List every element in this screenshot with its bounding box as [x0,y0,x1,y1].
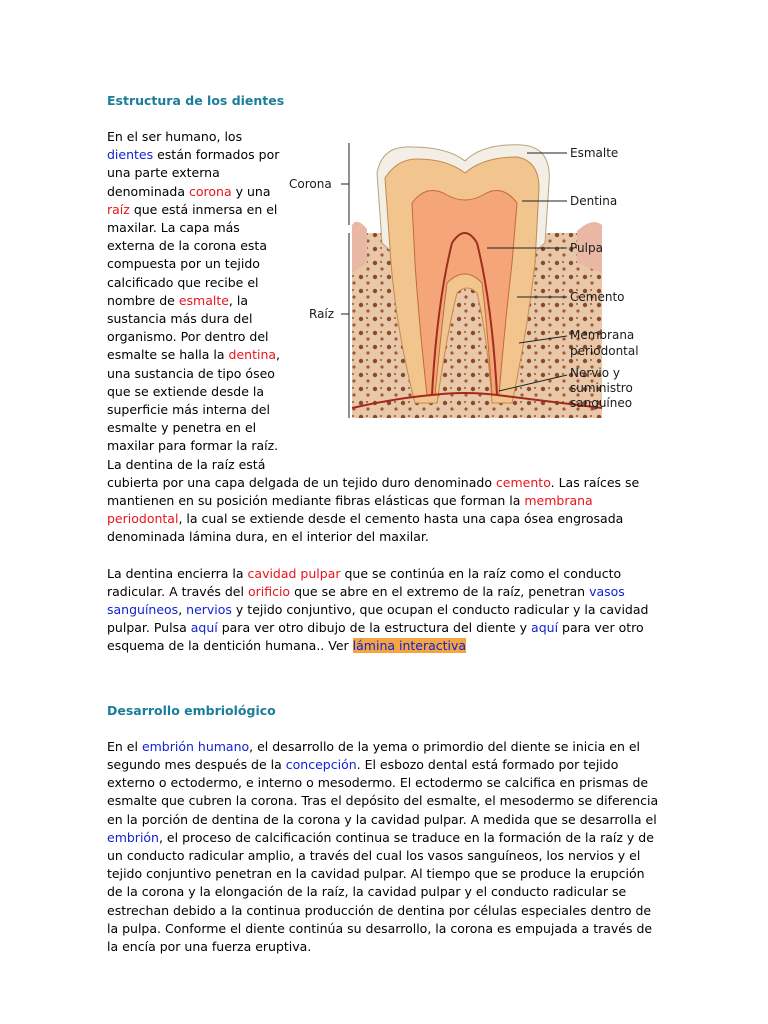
link[interactable]: aquí [531,620,559,636]
text-run: para ver otro esquema de la dentición humana.. Ver [107,620,644,654]
term-highlight: orificio [247,583,291,599]
term-highlight: membrana periodontal [107,493,593,527]
text-run: , [178,602,187,618]
text-run: que se abre en el extremo de la raíz, penetran [290,583,590,599]
text-run: y una [231,183,271,199]
paragraph-dentina [107,565,659,656]
term-highlight: cemento [495,474,551,490]
label-nervio-3: sanguíneo [570,396,633,410]
section-title-desarrollo: Desarrollo embriológico [107,702,276,718]
paragraph-intro [107,128,283,474]
label-nervio-2: suministro [570,381,633,395]
term-highlight: raíz [107,201,130,217]
text-run: , una sustancia de tipo óseo que se extiende desde la superficie más interna del esmalte y penetra en el maxilar para formar la raíz. La dentina de la raíz está [107,347,281,472]
label-pulpa: Pulpa [570,241,603,255]
section-title-estructura: Estructura de los dientes [107,93,285,108]
link[interactable]: dientes [107,147,154,163]
link[interactable]: nervios [186,602,232,618]
text-run: que se continúa en la raíz como el conducto radicular. A través del [107,565,622,599]
paragraph-intro-continued [107,474,659,547]
tooth-structure-diagram [287,133,647,423]
text-run: y tejido conjuntivo, que ocupan el conducto radicular y la cavidad pulpar. Pulsa [107,602,649,636]
text-run: están formados por una parte externa denominada [107,147,280,199]
label-corona: Corona [289,177,332,191]
text-run: , la sustancia más dura del organismo. Por dentro del esmalte se halla la [107,292,269,363]
text-run: , la cual se extiende desde el cemento hasta una capa ósea engrosada denominada lámina dura, en el interior del maxilar. [107,511,624,545]
link[interactable]: concepción [285,756,357,772]
text-run: . Las raíces se mantienen en su posición mediante fibras elásticas que forman la [107,474,640,509]
text-run: En el ser humano, los [107,129,243,144]
text-run: , el desarrollo de la yema o primordio del diente se inicia en el segundo mes después de la [107,738,641,772]
link[interactable]: embrión [107,829,159,845]
text-run: . El esbozo dental está formado por tejido externo o ectodermo, e interno o mesodermo. El ectodermo se calcifica en prismas de esmalte que cubren la corona. Tras el depósito del esmalte, el mesodermo se diferencia en la porción de dentina de la corona y la cavidad pulpar. A medida que se desarrolla el [107,756,659,827]
text-run: que está inmersa en el maxilar. La capa más externa de la corona esta compuesta por un tejido calcificado que recibe el nombre de [107,201,278,308]
label-cemento: Cemento [570,290,625,304]
label-nervio-1: Nervio y [570,366,620,380]
label-membrana-1: Membrana [570,328,635,342]
label-raiz: Raíz [309,307,335,321]
term-highlight: esmalte [178,292,229,308]
text-run: para ver otro dibujo de la estructura del diente y [217,620,532,636]
label-esmalte: Esmalte [570,146,619,160]
term-highlight: cavidad pulpar [247,565,341,581]
link[interactable]: embrión humano [141,738,250,754]
text-run: , el proceso de calcificación continua se traduce en la formación de la raíz y de un conducto radicular amplio, a través del cual los vasos sanguíneos, los nervios y el tejido conjuntivo penetran en la cavidad pulpar. Al tiempo que se produce la erupción de la corona y la elongación de la raíz, la cavidad pulpar y el conducto radicular se estrechan debido a la continua producción de dentina por células especiales dentro de la pulpa. Conforme el diente continúa su desarrollo, la corona es empujada a través de la encía por una fuerza eruptiva. [107,829,654,954]
link[interactable]: aquí [190,620,218,636]
label-membrana-2: periodontal [570,344,639,358]
term-highlight: corona [189,183,232,199]
link[interactable]: vasos sanguíneos [107,583,625,618]
paragraph-desarrollo [107,738,659,956]
text-run: cubierta por una capa delgada de un tejido duro denominado [107,474,496,490]
text-run: En el [107,738,142,754]
text-run: La dentina encierra la [107,565,248,581]
term-highlight: dentina [228,347,277,363]
label-dentina: Dentina [570,194,618,208]
interactive-sheet-link[interactable]: lámina interactiva [352,638,467,654]
